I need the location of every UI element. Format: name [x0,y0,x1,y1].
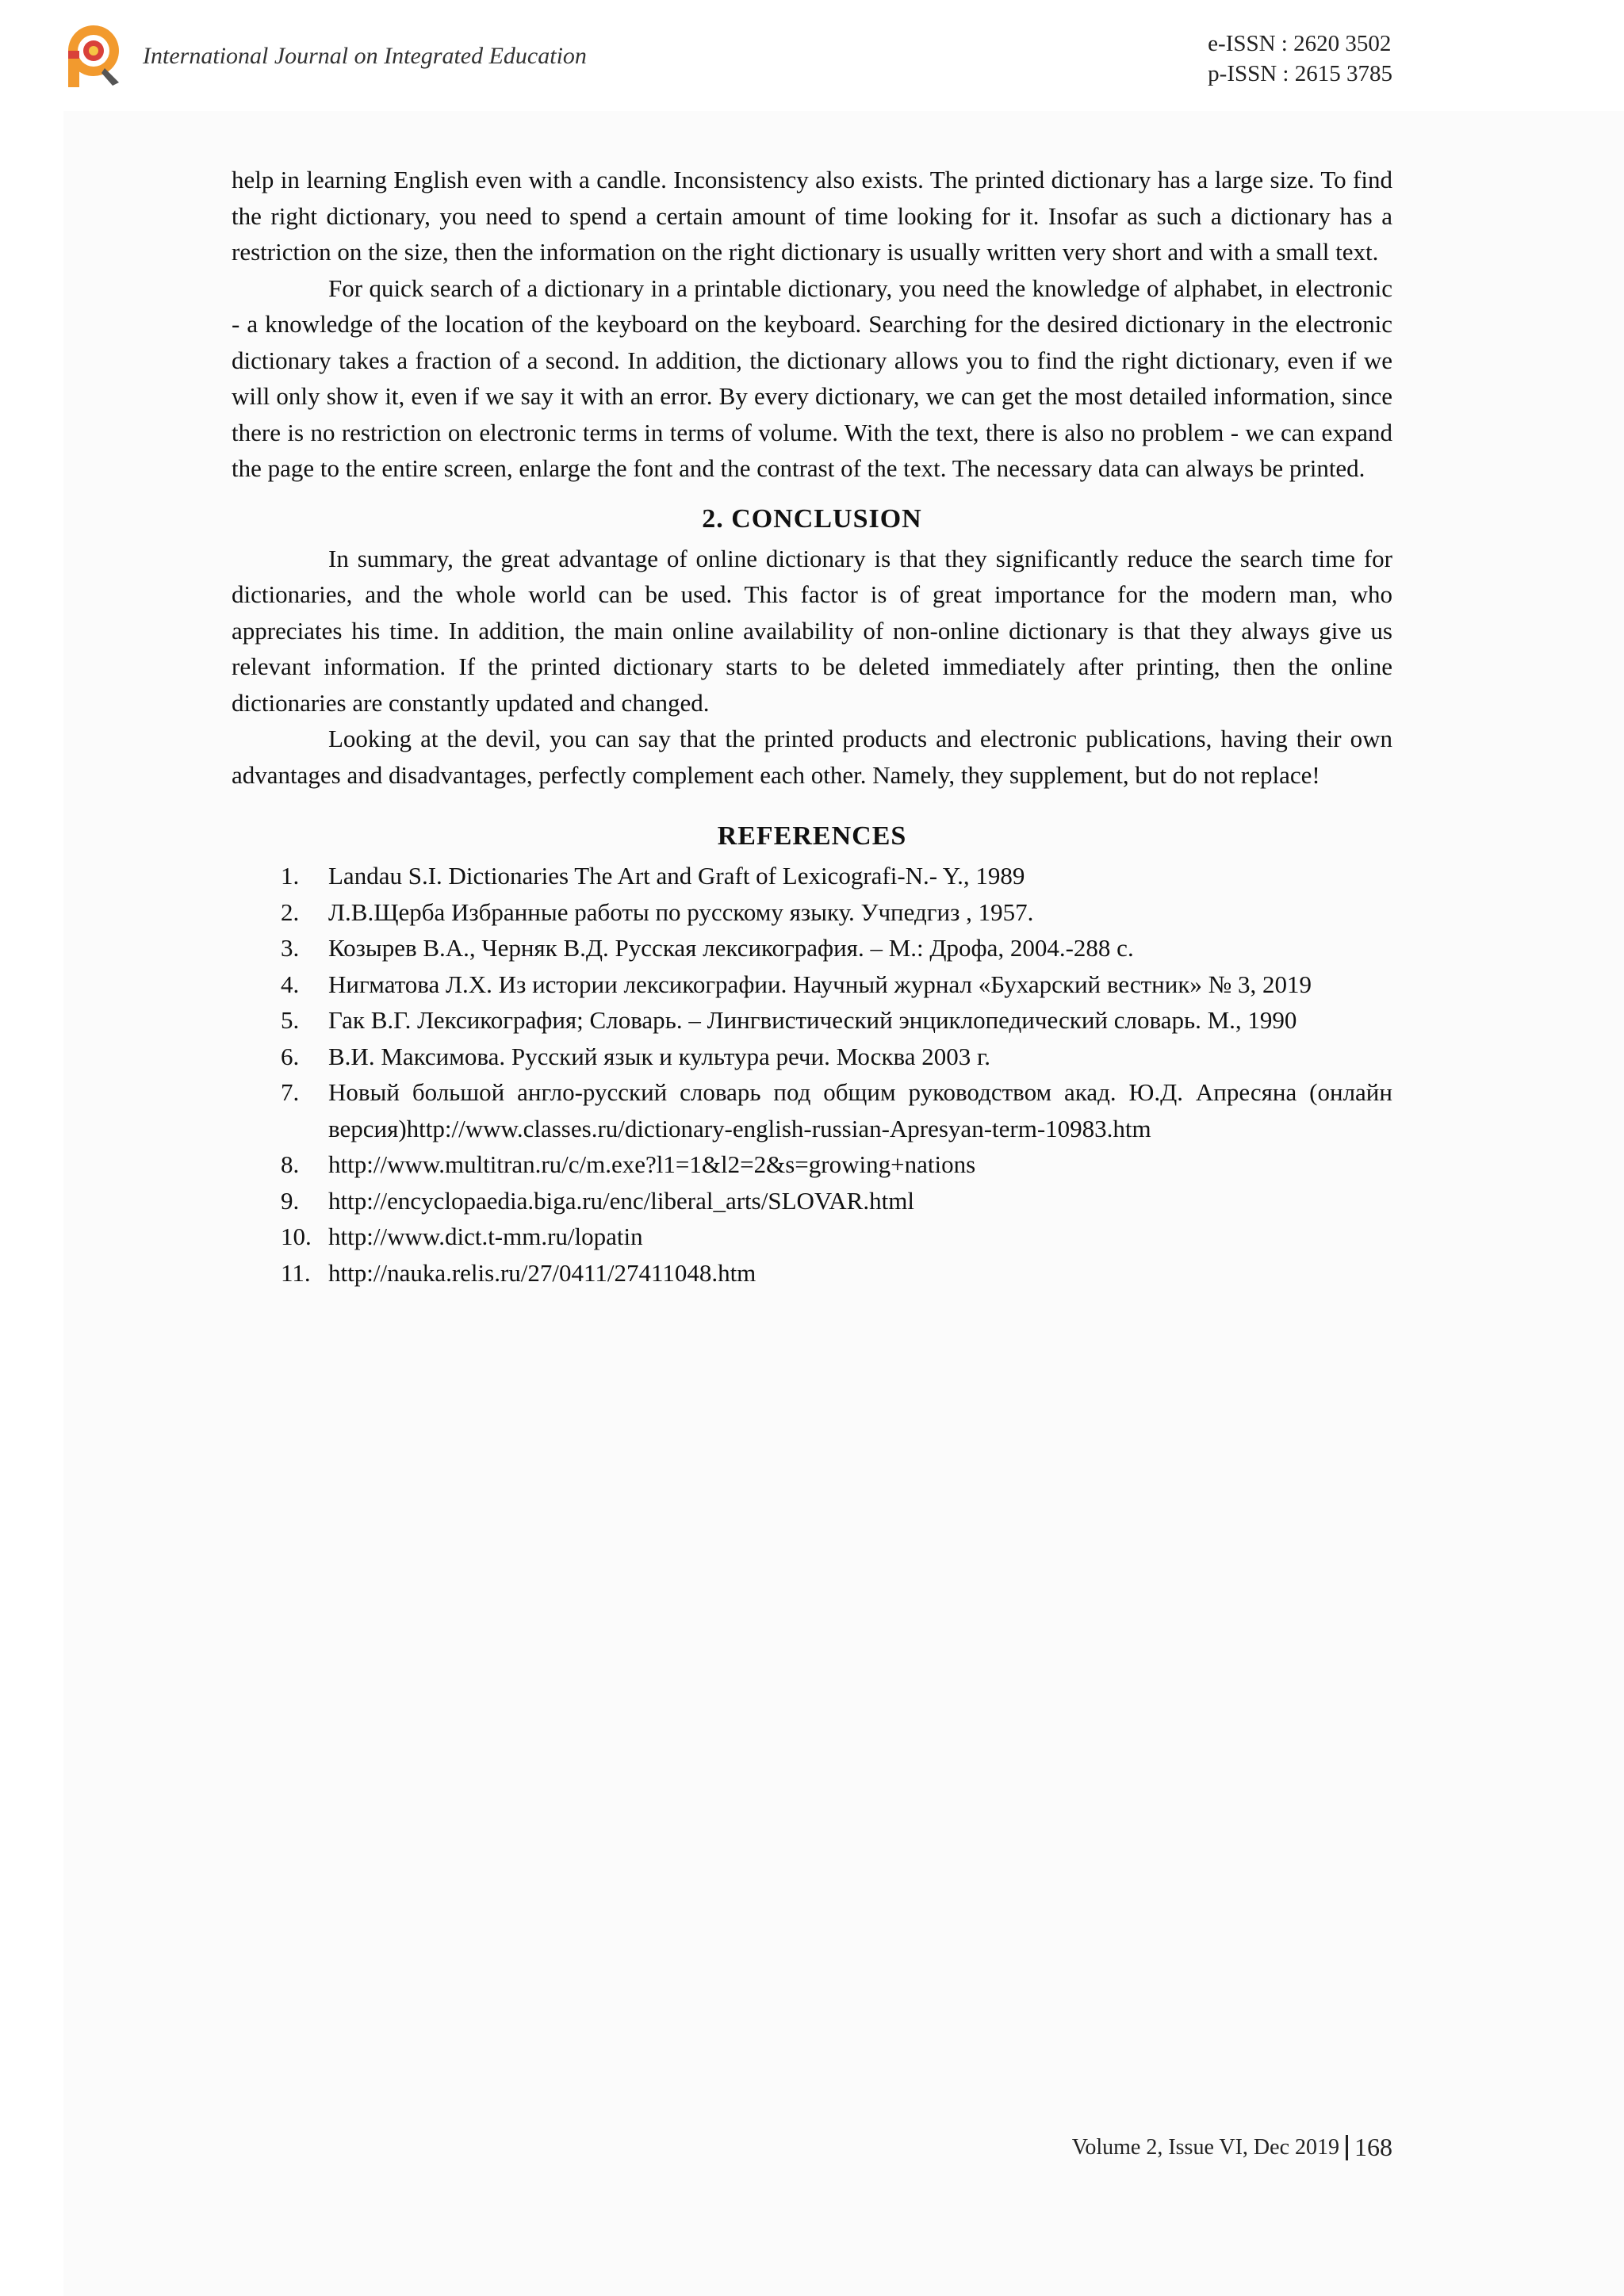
references-heading: REFERENCES [717,821,907,851]
reference-text: http://www.dict.t-mm.ru/lopatin [328,1223,643,1250]
article-body [232,162,1392,1291]
reference-number: 1. [281,862,300,890]
page-footer [1072,2133,1392,2162]
reference-item [232,1039,1392,1075]
conclusion-heading: 2. CONCLUSION [702,503,922,534]
paragraph-1: help in learning English even with a candle. Inconsistency also exists. The printed dictionary has a large size. To find the right dictionary, you need to spend a certain amount of time looking for it. Insofar as such a dictionary has a restriction on the size, then the information on the right dictionary is usually written very short and with a small text. [232,166,1392,266]
reference-number: 2. [281,897,300,926]
footer-divider [1346,2135,1348,2160]
eissn: e-ISSN : 2620 3502 [1208,31,1392,56]
reference-text: http://www.multitran.ru/c/m.exe?l1=1&l2=2&s=growing+nations [328,1150,976,1178]
reference-item [232,1074,1392,1146]
references-list [232,858,1392,1291]
reference-text: Козырев В.А., Черняк В.Д. Русская лексикография. – М.: Дрофа, 2004.-288 с. [328,934,1134,962]
pissn: p-ISSN : 2615 3785 [1208,61,1392,86]
issn-block [1208,29,1392,89]
paragraph-3: In summary, the great advantage of online dictionary is that they significantly reduce the search time for dictionaries, and the whole world can be used. This factor is of great importance for the modern man, who appreciates his time. In addition, the main online availability of non-online dictionary is that they always give us relevant information. If the printed dictionary starts to be deleted immediately after printing, then the online dictionaries are constantly updated and changed. [232,544,1392,717]
journal-logo-icon [65,22,124,89]
reference-item [232,1146,1392,1183]
reference-item [232,1219,1392,1255]
reference-item [232,930,1392,966]
page-number: 168 [1354,2133,1392,2161]
paragraph-2: For quick search of a dictionary in a printable dictionary, you need the knowledge of alphabet, in electronic - a knowledge of the location of the keyboard on the keyboard. Searching for the desired dictionary in the electronic dictionary takes a fraction of a second. In addition, the dictionary allows you to find the right dictionary, even if we will only show it, even if we say it with an error. By every dictionary, we can get the most detailed information, since there is no restriction on electronic terms in terms of volume. With the text, there is also no problem - we can expand the page to the entire screen, enlarge the font and the contrast of the text. The necessary data can always be printed. [232,274,1392,482]
reference-number: 8. [281,1150,300,1178]
reference-number: 6. [281,1042,300,1070]
reference-number: 11. [281,1258,311,1287]
reference-item [232,966,1392,1003]
reference-text: http://nauka.relis.ru/27/0411/27411048.htm [328,1258,756,1287]
reference-number: 7. [281,1078,300,1106]
reference-text: Гак В.Г. Лексикография; Словарь. – Лингвистический энциклопедический словарь. М., 1990 [328,1006,1297,1034]
journal-title: International Journal on Integrated Education [143,43,587,69]
reference-number: 9. [281,1186,300,1215]
reference-text: Л.В.Щерба Избранные работы по русскому языку. Учпедгиз , 1957. [328,897,1034,926]
reference-text: Нигматова Л.Х. Из истории лексикографии. Научный журнал «Бухарский вестник» № 3, 2019 [328,970,1312,998]
reference-text: Landau S.I. Dictionaries The Art and Graft of Lexicografi-N.- Y., 1989 [328,862,1025,890]
reference-number: 3. [281,934,300,962]
page-header [0,0,1624,103]
reference-text: http://encyclopaedia.biga.ru/enc/liberal_arts/SLOVAR.html [328,1186,914,1215]
reference-item [232,1002,1392,1039]
reference-number: 5. [281,1006,300,1034]
volume-info: Volume 2, Issue VI, Dec 2019 [1071,2134,1339,2160]
paragraph-4: Looking at the devil, you can say that the printed products and electronic publications, having their own advantages and disadvantages, perfectly complement each other. Namely, they supplement, but do not replace! [232,725,1392,789]
reference-number: 10. [281,1223,312,1250]
reference-number: 4. [281,970,300,998]
reference-text: В.И. Максимова. Русский язык и культура речи. Москва 2003 г. [328,1042,990,1070]
reference-item [232,894,1392,931]
reference-item [232,1183,1392,1219]
reference-item [232,1255,1392,1292]
reference-text: Новый большой англо-русский словарь под общим руководством акад. Ю.Д. Апресяна (онлайн версия)http://www.classes.ru/dictionary-english-russian-Apresyan-term-10983.htm [328,1078,1392,1142]
reference-item [232,858,1392,894]
